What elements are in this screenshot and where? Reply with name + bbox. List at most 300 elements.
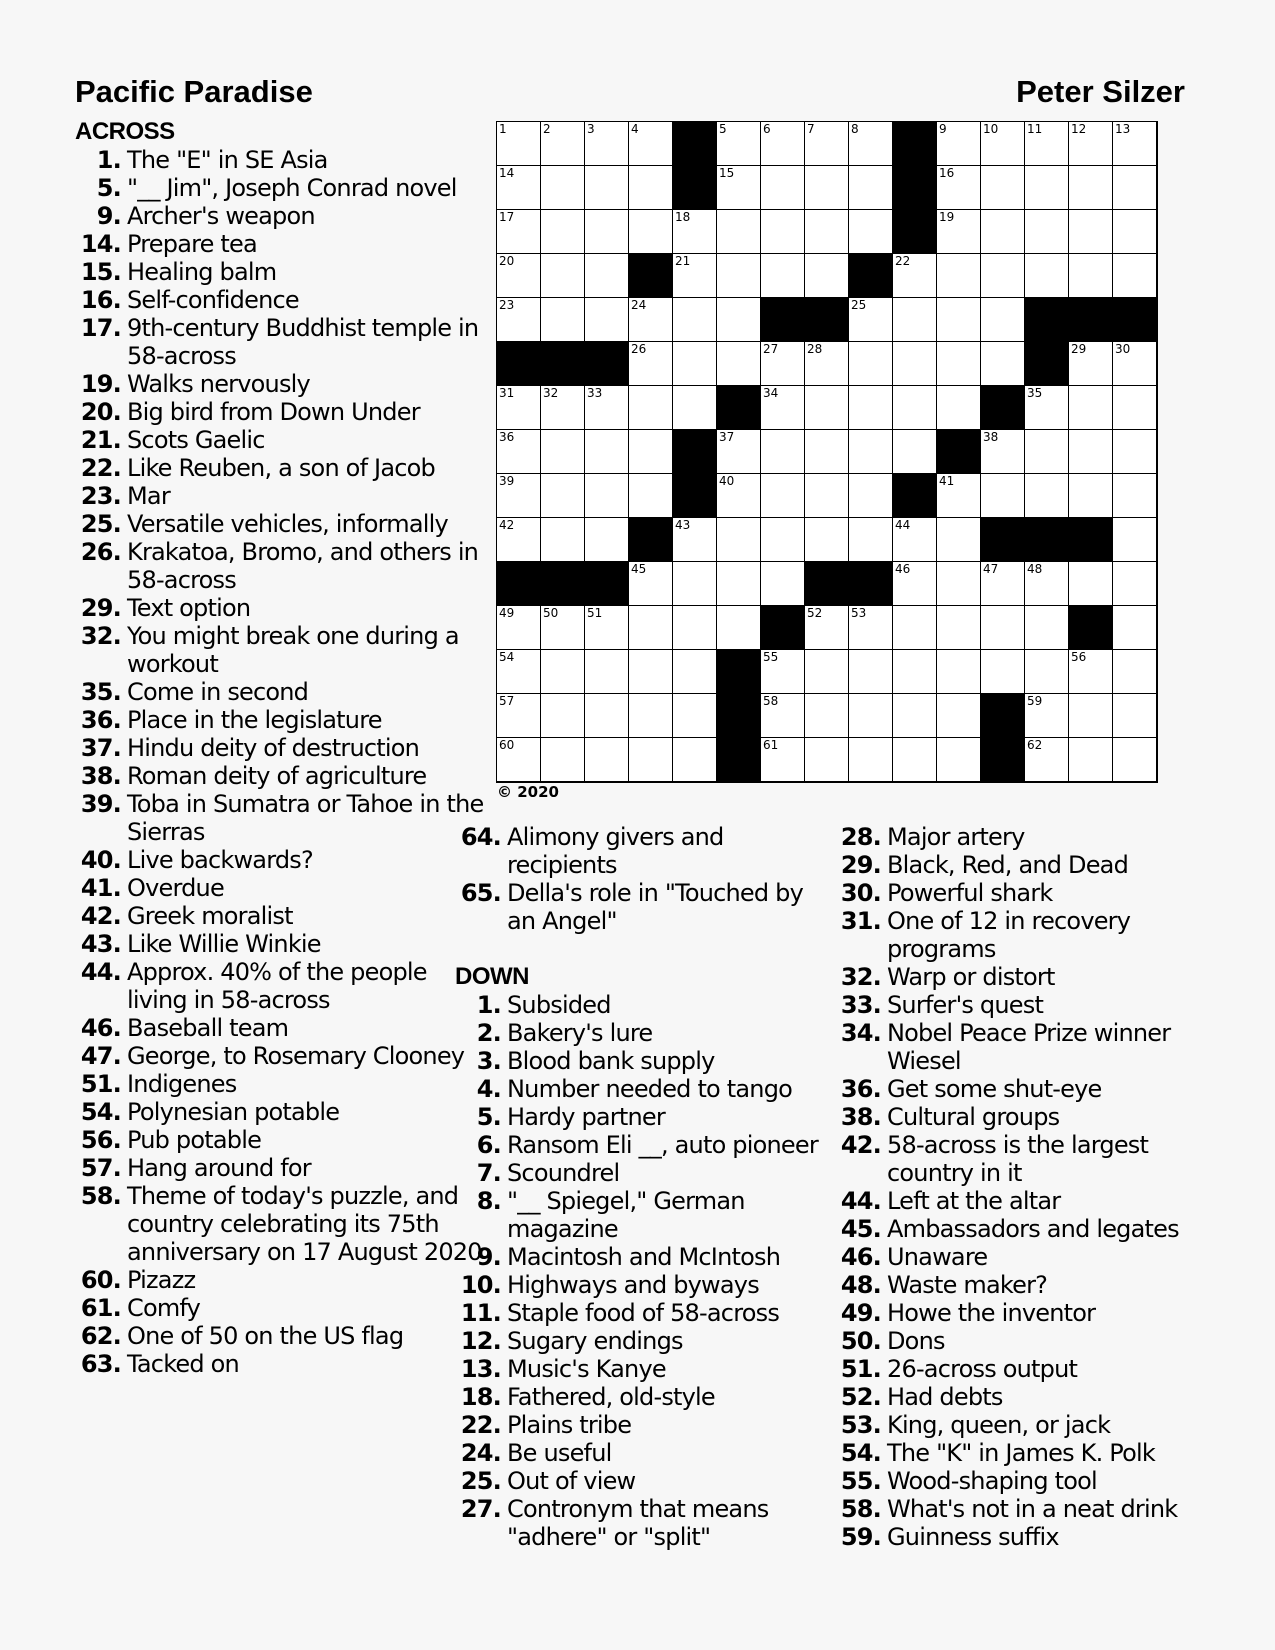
grid-cell-r10-c11[interactable] <box>937 518 981 562</box>
grid-cell-r6-c15[interactable] <box>1113 342 1157 386</box>
grid-cell-r3-c7[interactable] <box>761 210 805 254</box>
grid-cell-r9-c6[interactable] <box>717 474 761 518</box>
clue-text: Wood-shaping tool <box>887 1467 1097 1495</box>
grid-cell-r6-c4[interactable] <box>629 342 673 386</box>
grid-cell-r3-c15[interactable] <box>1113 210 1157 254</box>
cell-number: 24 <box>631 298 647 312</box>
grid-cell-r6-c14[interactable] <box>1069 342 1113 386</box>
cell-number: 22 <box>895 254 911 268</box>
grid-cell-r9-c11[interactable] <box>937 474 981 518</box>
cell-number: 47 <box>983 562 999 576</box>
clue-number: 32. <box>80 622 121 650</box>
grid-cell-r3-c4[interactable] <box>629 210 673 254</box>
grid-cell-r4-c2[interactable] <box>541 254 585 298</box>
clue-number: 32. <box>840 963 881 991</box>
clue-text: Highways and byways <box>507 1271 759 1299</box>
grid-cell-r13-c7[interactable] <box>761 650 805 694</box>
down-clue <box>455 1075 830 1103</box>
cell-number: 5 <box>719 122 727 136</box>
grid-cell-r12-c6[interactable] <box>717 606 761 650</box>
grid-cell-r2-c6[interactable] <box>717 166 761 210</box>
clue-text: Warp or distort <box>887 963 1055 991</box>
clue-number: 52. <box>840 1383 881 1411</box>
grid-cell-r4-c12[interactable] <box>981 254 1025 298</box>
grid-cell-r5-c2[interactable] <box>541 298 585 342</box>
cell-number: 10 <box>983 122 999 136</box>
cell-number: 41 <box>939 474 955 488</box>
grid-cell-r11-c12[interactable] <box>981 562 1025 606</box>
clue-number: 6. <box>476 1131 501 1159</box>
grid-cell-r2-c12[interactable] <box>981 166 1025 210</box>
down-clue <box>455 1327 830 1355</box>
grid-cell-r3-c9[interactable] <box>849 210 893 254</box>
grid-cell-r9-c8[interactable] <box>805 474 849 518</box>
grid-cell-r12-c8[interactable] <box>805 606 849 650</box>
grid-cell-r6-c10[interactable] <box>893 342 937 386</box>
grid-cell-r13-c10[interactable] <box>893 650 937 694</box>
grid-cell-r7-c15[interactable] <box>1113 386 1157 430</box>
grid-cell-r9-c14[interactable] <box>1069 474 1113 518</box>
grid-cell-r11-c7[interactable] <box>761 562 805 606</box>
clue-number: 9. <box>96 202 121 230</box>
grid-cell-r2-c1[interactable] <box>497 166 541 210</box>
grid-cell-r12-c4[interactable] <box>629 606 673 650</box>
grid-cell-r7-c4[interactable] <box>629 386 673 430</box>
grid-cell-r10-c15[interactable] <box>1113 518 1157 562</box>
clue-number: 17. <box>80 314 121 342</box>
grid-cell-r15-c9[interactable] <box>849 738 893 782</box>
clue-number: 1. <box>476 991 501 1019</box>
grid-cell-r4-c8[interactable] <box>805 254 849 298</box>
across-clue <box>75 622 485 678</box>
grid-cell-r12-c11[interactable] <box>937 606 981 650</box>
clue-number: 59. <box>840 1523 881 1551</box>
cell-number: 2 <box>543 122 551 136</box>
clue-text: Left at the altar <box>887 1187 1061 1215</box>
grid-cell-r15-c14[interactable] <box>1069 738 1113 782</box>
grid-cell-r1-c14[interactable] <box>1069 122 1113 166</box>
cell-number: 38 <box>983 430 999 444</box>
grid-cell-r5-c3[interactable] <box>585 298 629 342</box>
across-clue <box>75 258 485 286</box>
grid-cell-r14-c10[interactable] <box>893 694 937 738</box>
grid-cell-r5-c11[interactable] <box>937 298 981 342</box>
grid-cell-r9-c7[interactable] <box>761 474 805 518</box>
grid-cell-r5-c13 <box>1025 298 1069 342</box>
puzzle-author: Peter Silzer <box>1016 74 1185 109</box>
grid-cell-r9-c4[interactable] <box>629 474 673 518</box>
grid-cell-r11-c11[interactable] <box>937 562 981 606</box>
grid-cell-r15-c7[interactable] <box>761 738 805 782</box>
clue-number: 5. <box>476 1103 501 1131</box>
clue-number: 36. <box>840 1075 881 1103</box>
grid-cell-r1-c9[interactable] <box>849 122 893 166</box>
grid-cell-r1-c2[interactable] <box>541 122 585 166</box>
grid-cell-r2-c4[interactable] <box>629 166 673 210</box>
grid-cell-r3-c13[interactable] <box>1025 210 1069 254</box>
grid-cell-r8-c4[interactable] <box>629 430 673 474</box>
grid-cell-r4-c13[interactable] <box>1025 254 1069 298</box>
cell-number: 50 <box>543 606 559 620</box>
clue-number: 31. <box>840 907 881 935</box>
grid-cell-r10-c3[interactable] <box>585 518 629 562</box>
grid-cell-r1-c13[interactable] <box>1025 122 1069 166</box>
grid-cell-r15-c13[interactable] <box>1025 738 1069 782</box>
grid-cell-r1-c12[interactable] <box>981 122 1025 166</box>
clue-column-1 <box>75 118 485 1378</box>
grid-cell-r8-c3[interactable] <box>585 430 629 474</box>
grid-cell-r14-c3[interactable] <box>585 694 629 738</box>
grid-cell-r3-c3[interactable] <box>585 210 629 254</box>
grid-cell-r2-c2[interactable] <box>541 166 585 210</box>
clue-number: 53. <box>840 1411 881 1439</box>
clue-text: Archer's weapon <box>127 202 315 230</box>
clue-text: One of 12 in recovery programs <box>887 907 1131 963</box>
grid-cell-r6-c11[interactable] <box>937 342 981 386</box>
grid-cell-r2-c15[interactable] <box>1113 166 1157 210</box>
grid-cell-r7-c11[interactable] <box>937 386 981 430</box>
clue-text: "__ Jim", Joseph Conrad novel <box>127 174 457 202</box>
clue-number: 14. <box>80 230 121 258</box>
clue-text: Comfy <box>127 1294 201 1322</box>
grid-cell-r6-c12[interactable] <box>981 342 1025 386</box>
grid-cell-r14-c13[interactable] <box>1025 694 1069 738</box>
clue-text: Pub potable <box>127 1126 262 1154</box>
grid-cell-r12-c9[interactable] <box>849 606 893 650</box>
grid-cell-r15-c15[interactable] <box>1113 738 1157 782</box>
grid-cell-r6-c8[interactable] <box>805 342 849 386</box>
grid-cell-r9-c15[interactable] <box>1113 474 1157 518</box>
grid-cell-r8-c6[interactable] <box>717 430 761 474</box>
grid-cell-r15-c10[interactable] <box>893 738 937 782</box>
clue-number: 41. <box>80 874 121 902</box>
grid-cell-r15-c5[interactable] <box>673 738 717 782</box>
grid-cell-r14-c2[interactable] <box>541 694 585 738</box>
grid-cell-r14-c7[interactable] <box>761 694 805 738</box>
down-clue <box>835 1523 1205 1551</box>
clue-text: Polynesian potable <box>127 1098 340 1126</box>
grid-cell-r6-c7[interactable] <box>761 342 805 386</box>
grid-cell-r7-c9[interactable] <box>849 386 893 430</box>
grid-cell-r11-c4[interactable] <box>629 562 673 606</box>
grid-cell-r14-c14[interactable] <box>1069 694 1113 738</box>
grid-cell-r10-c13 <box>1025 518 1069 562</box>
grid-cell-r15-c8[interactable] <box>805 738 849 782</box>
grid-cell-r5-c5[interactable] <box>673 298 717 342</box>
across-clue <box>75 1126 485 1154</box>
grid-cell-r12-c15[interactable] <box>1113 606 1157 650</box>
cell-number: 42 <box>499 518 515 532</box>
grid-cell-r9-c2[interactable] <box>541 474 585 518</box>
grid-cell-r13-c8[interactable] <box>805 650 849 694</box>
clue-number: 38. <box>840 1103 881 1131</box>
grid-cell-r3-c6[interactable] <box>717 210 761 254</box>
across-clue <box>75 1070 485 1098</box>
grid-cell-r12-c1[interactable] <box>497 606 541 650</box>
grid-cell-r7-c10[interactable] <box>893 386 937 430</box>
grid-cell-r8-c12[interactable] <box>981 430 1025 474</box>
clue-text: 58-across is the largest country in it <box>887 1131 1149 1187</box>
cell-number: 36 <box>499 430 515 444</box>
clue-number: 50. <box>840 1327 881 1355</box>
clue-text: The "E" in SE Asia <box>127 146 328 174</box>
clue-number: 51. <box>80 1070 121 1098</box>
cell-number: 9 <box>939 122 947 136</box>
grid-cell-r5-c4[interactable] <box>629 298 673 342</box>
grid-cell-r6-c6[interactable] <box>717 342 761 386</box>
clue-number: 58. <box>80 1182 121 1210</box>
grid-cell-r7-c13[interactable] <box>1025 386 1069 430</box>
grid-cell-r4-c5[interactable] <box>673 254 717 298</box>
grid-cell-r1-c11[interactable] <box>937 122 981 166</box>
grid-cell-r2-c8[interactable] <box>805 166 849 210</box>
grid-cell-r13-c1[interactable] <box>497 650 541 694</box>
clue-number: 26. <box>80 538 121 566</box>
clue-number: 2. <box>476 1019 501 1047</box>
grid-cell-r4-c15[interactable] <box>1113 254 1157 298</box>
clue-text: Be useful <box>507 1439 612 1467</box>
cell-number: 4 <box>631 122 639 136</box>
grid-cell-r10-c2[interactable] <box>541 518 585 562</box>
grid-cell-r8-c8[interactable] <box>805 430 849 474</box>
clue-text: Like Reuben, a son of Jacob <box>127 454 435 482</box>
grid-cell-r13-c13[interactable] <box>1025 650 1069 694</box>
grid-cell-r1-c1[interactable] <box>497 122 541 166</box>
grid-cell-r5-c9[interactable] <box>849 298 893 342</box>
cell-number: 21 <box>675 254 691 268</box>
grid-cell-r12-c10[interactable] <box>893 606 937 650</box>
grid-cell-r1-c6[interactable] <box>717 122 761 166</box>
grid-cell-r4-c6[interactable] <box>717 254 761 298</box>
grid-cell-r10-c8[interactable] <box>805 518 849 562</box>
grid-cell-r8-c14[interactable] <box>1069 430 1113 474</box>
grid-cell-r14-c11[interactable] <box>937 694 981 738</box>
grid-cell-r8-c1[interactable] <box>497 430 541 474</box>
across-clue <box>75 398 485 426</box>
down-clue <box>835 1019 1205 1075</box>
across-clue <box>75 874 485 902</box>
cell-number: 33 <box>587 386 603 400</box>
clue-text: Tacked on <box>127 1350 239 1378</box>
grid-cell-r10-c6[interactable] <box>717 518 761 562</box>
clue-number: 8. <box>476 1187 501 1215</box>
grid-cell-r2-c9[interactable] <box>849 166 893 210</box>
grid-cell-r10-c14 <box>1069 518 1113 562</box>
clue-number: 7. <box>476 1159 501 1187</box>
cell-number: 3 <box>587 122 595 136</box>
grid-cell-r5-c10[interactable] <box>893 298 937 342</box>
cell-number: 43 <box>675 518 691 532</box>
down-clue <box>835 879 1205 907</box>
clue-text: Alimony givers and recipients <box>507 823 724 879</box>
grid-cell-r14-c5[interactable] <box>673 694 717 738</box>
clue-text: Hindu deity of destruction <box>127 734 420 762</box>
grid-cell-r11-c14[interactable] <box>1069 562 1113 606</box>
grid-cell-r9-c13[interactable] <box>1025 474 1069 518</box>
grid-cell-r11-c5[interactable] <box>673 562 717 606</box>
grid-cell-r2-c7[interactable] <box>761 166 805 210</box>
across-clue <box>75 426 485 454</box>
grid-cell-r12-c2[interactable] <box>541 606 585 650</box>
grid-cell-r10-c1[interactable] <box>497 518 541 562</box>
clue-number: 37. <box>80 734 121 762</box>
grid-cell-r7-c14[interactable] <box>1069 386 1113 430</box>
grid-cell-r1-c4[interactable] <box>629 122 673 166</box>
grid-cell-r6-c3 <box>585 342 629 386</box>
grid-cell-r5-c12[interactable] <box>981 298 1025 342</box>
clue-number: 25. <box>460 1467 501 1495</box>
grid-cell-r11-c1 <box>497 562 541 606</box>
grid-cell-r13-c5[interactable] <box>673 650 717 694</box>
grid-cell-r12-c5[interactable] <box>673 606 717 650</box>
clue-number: 38. <box>80 762 121 790</box>
grid-cell-r14-c8[interactable] <box>805 694 849 738</box>
grid-cell-r3-c11[interactable] <box>937 210 981 254</box>
grid-cell-r1-c7[interactable] <box>761 122 805 166</box>
cell-number: 27 <box>763 342 779 356</box>
grid-cell-r1-c15[interactable] <box>1113 122 1157 166</box>
grid-cell-r10-c5[interactable] <box>673 518 717 562</box>
grid-cell-r15-c1[interactable] <box>497 738 541 782</box>
grid-cell-r9-c1[interactable] <box>497 474 541 518</box>
grid-cell-r13-c2[interactable] <box>541 650 585 694</box>
grid-cell-r10-c9[interactable] <box>849 518 893 562</box>
clue-number: 56. <box>80 1126 121 1154</box>
grid-cell-r15-c11[interactable] <box>937 738 981 782</box>
grid-cell-r11-c6[interactable] <box>717 562 761 606</box>
clue-text: Music's Kanye <box>507 1355 666 1383</box>
grid-cell-r13-c3[interactable] <box>585 650 629 694</box>
grid-cell-r9-c3[interactable] <box>585 474 629 518</box>
grid-cell-r12-c7 <box>761 606 805 650</box>
down-clue <box>835 1131 1205 1187</box>
grid-cell-r8-c2[interactable] <box>541 430 585 474</box>
grid-cell-r2-c13[interactable] <box>1025 166 1069 210</box>
grid-cell-r3-c2[interactable] <box>541 210 585 254</box>
clue-number: 34. <box>840 1019 881 1047</box>
grid-cell-r4-c7[interactable] <box>761 254 805 298</box>
grid-cell-r3-c1[interactable] <box>497 210 541 254</box>
grid-cell-r4-c11[interactable] <box>937 254 981 298</box>
grid-cell-r3-c5[interactable] <box>673 210 717 254</box>
clue-text: Baseball team <box>127 1014 289 1042</box>
clue-text: King, queen, or jack <box>887 1411 1111 1439</box>
grid-cell-r7-c1[interactable] <box>497 386 541 430</box>
grid-cell-r15-c12 <box>981 738 1025 782</box>
grid-cell-r5-c1[interactable] <box>497 298 541 342</box>
grid-cell-r7-c7[interactable] <box>761 386 805 430</box>
clue-number: 33. <box>840 991 881 1019</box>
crossword-grid[interactable] <box>497 122 1157 782</box>
grid-cell-r13-c12[interactable] <box>981 650 1025 694</box>
cell-number: 8 <box>851 122 859 136</box>
grid-cell-r15-c3[interactable] <box>585 738 629 782</box>
clue-text: Bakery's lure <box>507 1019 653 1047</box>
down-clue <box>835 1103 1205 1131</box>
grid-cell-r10-c7[interactable] <box>761 518 805 562</box>
clue-text: Unaware <box>887 1243 988 1271</box>
grid-cell-r9-c9[interactable] <box>849 474 893 518</box>
grid-cell-r3-c12[interactable] <box>981 210 1025 254</box>
grid-cell-r1-c8[interactable] <box>805 122 849 166</box>
grid-cell-r14-c9[interactable] <box>849 694 893 738</box>
grid-cell-r15-c4[interactable] <box>629 738 673 782</box>
grid-cell-r13-c4[interactable] <box>629 650 673 694</box>
grid-cell-r14-c4[interactable] <box>629 694 673 738</box>
grid-cell-r6-c1 <box>497 342 541 386</box>
grid-cell-r1-c3[interactable] <box>585 122 629 166</box>
grid-cell-r13-c15[interactable] <box>1113 650 1157 694</box>
grid-cell-r2-c11[interactable] <box>937 166 981 210</box>
grid-cell-r6-c9[interactable] <box>849 342 893 386</box>
grid-cell-r4-c10[interactable] <box>893 254 937 298</box>
cell-number: 11 <box>1027 122 1043 136</box>
grid-cell-r8-c10[interactable] <box>893 430 937 474</box>
grid-cell-r6-c5[interactable] <box>673 342 717 386</box>
grid-cell-r12-c12[interactable] <box>981 606 1025 650</box>
grid-cell-r8-c9[interactable] <box>849 430 893 474</box>
grid-cell-r2-c14[interactable] <box>1069 166 1113 210</box>
grid-cell-r13-c11[interactable] <box>937 650 981 694</box>
grid-cell-r3-c14[interactable] <box>1069 210 1113 254</box>
grid-cell-r8-c15[interactable] <box>1113 430 1157 474</box>
grid-cell-r4-c1[interactable] <box>497 254 541 298</box>
grid-cell-r3-c8[interactable] <box>805 210 849 254</box>
grid-cell-r13-c9[interactable] <box>849 650 893 694</box>
grid-cell-r12-c3[interactable] <box>585 606 629 650</box>
across-clue <box>75 1182 485 1266</box>
grid-cell-r12-c14 <box>1069 606 1113 650</box>
grid-cell-r2-c5 <box>673 166 717 210</box>
grid-cell-r14-c15[interactable] <box>1113 694 1157 738</box>
section-gap <box>455 935 830 963</box>
across-clue <box>455 879 830 935</box>
grid-cell-r15-c2[interactable] <box>541 738 585 782</box>
grid-cell-r8-c7[interactable] <box>761 430 805 474</box>
grid-cell-r13-c14[interactable] <box>1069 650 1113 694</box>
down-clue <box>835 1215 1205 1243</box>
down-clue <box>835 991 1205 1019</box>
grid-cell-r4-c3[interactable] <box>585 254 629 298</box>
grid-cell-r14-c1[interactable] <box>497 694 541 738</box>
grid-cell-r12-c13[interactable] <box>1025 606 1069 650</box>
cell-number: 30 <box>1115 342 1131 356</box>
grid-cell-r7-c5[interactable] <box>673 386 717 430</box>
clue-text: Ambassadors and legates <box>887 1215 1179 1243</box>
cell-number: 28 <box>807 342 823 356</box>
grid-cell-r8-c13[interactable] <box>1025 430 1069 474</box>
grid-cell-r4-c14[interactable] <box>1069 254 1113 298</box>
grid-cell-r10-c10[interactable] <box>893 518 937 562</box>
grid-cell-r11-c10[interactable] <box>893 562 937 606</box>
grid-cell-r2-c3[interactable] <box>585 166 629 210</box>
cell-number: 23 <box>499 298 515 312</box>
grid-cell-r1-c5 <box>673 122 717 166</box>
clue-text: Howe the inventor <box>887 1299 1096 1327</box>
across-clue <box>75 790 485 846</box>
grid-cell-r9-c12[interactable] <box>981 474 1025 518</box>
grid-cell-r14-c6 <box>717 694 761 738</box>
grid-cell-r7-c3[interactable] <box>585 386 629 430</box>
grid-cell-r11-c15[interactable] <box>1113 562 1157 606</box>
grid-cell-r7-c8[interactable] <box>805 386 849 430</box>
grid-cell-r7-c2[interactable] <box>541 386 585 430</box>
grid-cell-r11-c13[interactable] <box>1025 562 1069 606</box>
clue-text: You might break one during a workout <box>127 622 459 678</box>
across-clue <box>75 1014 485 1042</box>
grid-cell-r5-c6[interactable] <box>717 298 761 342</box>
down-clue <box>835 1495 1205 1523</box>
